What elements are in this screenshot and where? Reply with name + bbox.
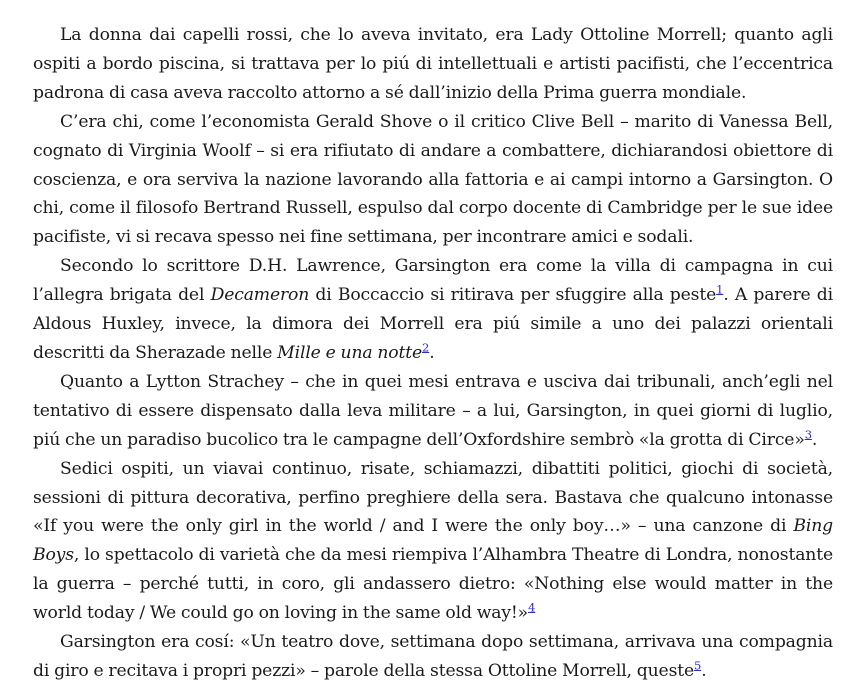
footnote-link-2[interactable]: 2 (422, 340, 430, 355)
paragraph-text: Secondo lo scrittore D.H. Lawrence, Garsington era come la villa di campagna in cui l’allegra brigata del (33, 256, 833, 306)
footnote-link-1[interactable]: 1 (716, 282, 724, 297)
paragraph-text: Quanto a Lytton Strachey – che in quei mesi entrava e usciva dai tribunali, anch’egli nel tentativo di essere dispensato dalla leva militare – a lui, Garsington, in quei giorni di luglio, piú che un paradiso bucolico tra le campagne dell’Oxfordshire sembrò «la grotta di Circe» (33, 371, 833, 450)
paragraph-5 (33, 455, 833, 628)
paragraph-text: Sedici ospiti, un viavai continuo, risate, schiamazzi, dibattiti politici, giochi di società, sessioni di pittura decorativa, perfino preghiere della sera. Bastava che qualcuno intonasse «If you were the only girl in the world / and I were the only boy…» – una canzone di (33, 458, 833, 537)
paragraph-2 (33, 108, 833, 253)
paragraph-text: . (701, 660, 707, 681)
paragraph-text: La donna dai capelli rossi, che lo aveva invitato, era Lady Ottoline Morrell; quanto agli ospiti a bordo piscina, si trattava per lo piú di intellettuali e artisti pacifisti, che l’eccentrica padrona di casa aveva raccolto attorno a sé dall’inizio della Prima guerra mondiale. (33, 25, 833, 103)
paragraph-text: . A parere di Aldous Huxley, invece, la dimora dei Morrell era piú simile a uno dei palazzi orientali descritti da Sherazade nelle (33, 285, 834, 363)
footnote-link-4[interactable]: 4 (528, 600, 536, 615)
paragraph-text: C’era chi, come l’economista Gerald Shove o il critico Clive Bell – marito di Vanessa Bell, cognato di Virginia Woolf – si era rifiutato di andare a combattere, dichiarandosi obiettore di coscienza, e ora serviva la nazione lavorando alla fattoria e ai campi intorno a Garsington. O chi, come il filosofo Bertrand Russell, espulso dal corpo docente di Cambridge per le sue idee pacifiste, vi si recava spesso nei fine settimana, per incontrare amici e sodali. (33, 111, 833, 248)
book-title-decameron: Decameron (210, 285, 310, 306)
paragraph-4 (33, 368, 833, 455)
paragraph-3 (33, 252, 833, 368)
footnote-link-5[interactable]: 5 (694, 658, 702, 673)
paragraph-text: di Boccaccio si ritirava per sfuggire alla peste (309, 285, 717, 306)
paragraph-text: . (429, 342, 435, 363)
show-title-bing-boys: Bing Boys (33, 516, 833, 566)
paragraph-1 (33, 21, 833, 108)
paragraph-text: Garsington era cosí: «Un teatro dove, settimana dopo settimana, arrivava una compagnia di giro e recitava i propri pezzi» – parole della stessa Ottoline Morrell, queste (33, 632, 833, 681)
paragraph-6 (33, 628, 833, 686)
book-title-mille-e-una-notte: Mille e una notte (277, 342, 423, 363)
paragraph-text: . (811, 429, 818, 450)
footnote-link-3[interactable]: 3 (804, 426, 812, 441)
paragraph-text: , lo spettacolo di varietà che da mesi riempiva l’Alhambra Theatre di Londra, nonostante la guerra – perché tutti, in coro, gli andassero dietro: «Nothing else would matter in the world today / We could go on loving in the same old way!» (33, 545, 833, 624)
